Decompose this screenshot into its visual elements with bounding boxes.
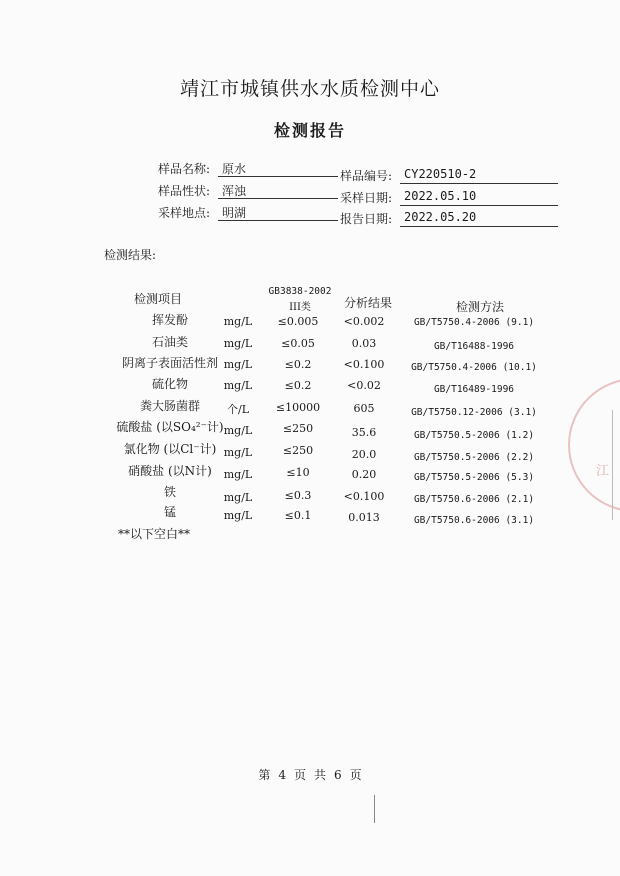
row-result: 0.03 (351, 337, 377, 350)
page-prefix: 第 (258, 768, 271, 782)
row-unit: 个/L (226, 403, 249, 416)
row-method: GB/T5750.12-2006 (3.1) (411, 407, 537, 418)
row-unit: mg/L (223, 379, 253, 392)
row-unit: mg/L (223, 315, 253, 328)
row-method: GB/T16489-1996 (433, 384, 515, 395)
results-label: 检测结果: (104, 248, 157, 262)
row-item: 粪大肠菌群 (139, 399, 200, 413)
table-row (0, 418, 620, 441)
row-standard: ≤250 (282, 444, 314, 457)
row-item: 硝酸盐 (以N计) (128, 464, 212, 478)
row-unit: mg/L (223, 468, 253, 481)
table-row (0, 503, 620, 526)
sample-name-label: 样品名称: (158, 162, 211, 176)
organization-title: 靖江市城镇供水水质检测中心 (179, 78, 440, 100)
sample-state-value: 浑浊 (218, 182, 338, 199)
row-standard: ≤250 (282, 422, 314, 435)
row-unit: mg/L (223, 337, 253, 350)
row-result: 0.20 (351, 468, 377, 481)
row-method: GB/T5750.6-2006 (3.1) (413, 515, 535, 526)
row-item: 铁 (163, 485, 176, 499)
row-method: GB/T5750.4-2006 (9.1) (413, 317, 535, 328)
row-item: 硫化物 (151, 377, 188, 391)
row-result: 0.013 (348, 511, 380, 524)
row-result: 20.0 (351, 448, 377, 461)
header-item: 检测项目 (133, 292, 182, 306)
row-standard: ≤0.005 (277, 315, 319, 328)
blank-note: **以下空白** (118, 527, 191, 541)
row-standard: ≤0.2 (284, 379, 312, 392)
sampling-date-value: 2022.05.10 (400, 189, 558, 206)
row-unit: mg/L (223, 509, 253, 522)
row-method: GB/T5750.5-2006 (5.3) (413, 472, 535, 483)
seal-text: 江 (596, 464, 610, 479)
row-standard: ≤10000 (275, 401, 321, 414)
page-total-label: 共 (314, 768, 327, 782)
row-result: <0.02 (347, 379, 381, 392)
row-standard: ≤0.3 (284, 489, 312, 502)
row-item: 挥发酚 (151, 313, 188, 327)
table-row (0, 354, 620, 374)
row-standard: ≤0.1 (284, 509, 312, 522)
row-unit: mg/L (223, 424, 253, 437)
row-method: GB/T5750.6-2006 (2.1) (413, 494, 535, 505)
page-unit: 页 (293, 768, 306, 782)
page-current: 4 (278, 768, 286, 782)
report-date-label: 报告日期: (340, 212, 393, 226)
sample-state-label: 样品性状: (158, 184, 211, 198)
row-standard: ≤0.05 (281, 337, 315, 350)
row-result: <0.100 (343, 358, 385, 371)
header-method: 检测方法 (455, 300, 504, 314)
row-method: GB/T16488-1996 (433, 341, 515, 352)
sample-id-label: 样品编号: (340, 169, 393, 183)
row-unit: mg/L (223, 446, 253, 459)
row-unit: mg/L (223, 358, 253, 371)
row-item: 石油类 (151, 335, 188, 349)
header-standard: GB3838-2002 (268, 286, 332, 297)
header-result: 分析结果 (343, 296, 392, 310)
row-standard: ≤10 (286, 466, 310, 479)
sample-location-value: 明湖 (218, 204, 338, 221)
table-row (0, 311, 620, 331)
row-item: 硫酸盐 (以SO₄²⁻计) (116, 420, 224, 434)
sampling-date-label: 采样日期: (340, 191, 393, 205)
table-row (0, 397, 620, 417)
row-result: 605 (353, 402, 375, 415)
row-item: 锰 (163, 505, 176, 519)
sample-location-label: 采样地点: (158, 206, 211, 220)
row-standard: ≤0.2 (284, 358, 312, 371)
row-result: 35.6 (351, 426, 377, 439)
page-suffix: 页 (349, 768, 362, 782)
row-unit: mg/L (223, 491, 253, 504)
row-item: 阴离子表面活性剂 (121, 356, 218, 370)
row-result: <0.002 (343, 315, 385, 328)
table-row (0, 462, 620, 482)
report-title: 检测报告 (273, 121, 346, 140)
sample-id-value: CY220510-2 (400, 167, 558, 184)
row-method: GB/T5750.5-2006 (1.2) (413, 430, 535, 441)
scan-mark (374, 795, 375, 823)
row-method: GB/T5750.4-2006 (10.1) (411, 362, 537, 373)
table-row (0, 333, 620, 353)
page-total: 6 (334, 768, 342, 782)
table-row (0, 483, 620, 503)
table-row (0, 375, 620, 395)
row-result: <0.100 (343, 490, 385, 503)
header-standard-class: III类 (289, 302, 311, 313)
table-row (0, 440, 620, 463)
scan-edge-line (612, 410, 613, 520)
report-date-value: 2022.05.20 (400, 210, 558, 227)
page-number (0, 766, 620, 783)
row-method: GB/T5750.5-2006 (2.2) (413, 452, 535, 463)
sample-name-value: 原水 (218, 160, 338, 177)
row-item: 氯化物 (以Cl⁻计) (123, 442, 217, 456)
